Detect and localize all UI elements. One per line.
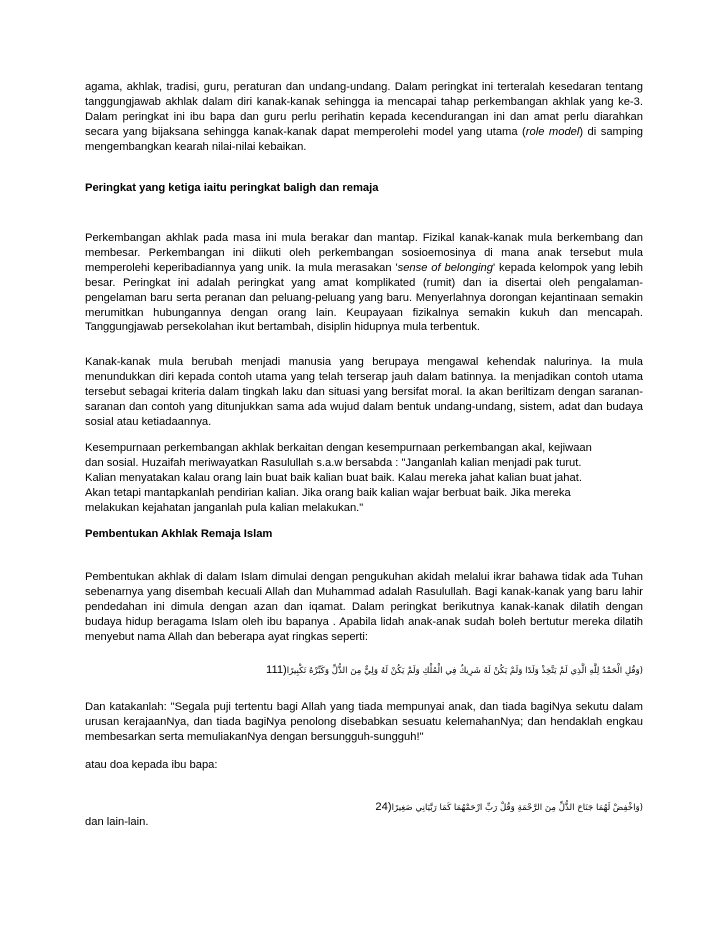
arabic-verse-isra-111 — [85, 663, 643, 679]
paragraph-hadith: Kesempurnaan perkembangan akhlak berkaitan dengan kesempurnaan perkembangan akal, kejiwaan dan sosial. Huzaifah meriwayatkan Rasulullah s.a.w bersabda : "Janganlah kalian menjadi pak turut. Kalian menyatakan kalau orang lain buat baik kalian buat baik. Kalau mereka jahat kalian buat jahat. Akan tetapi mantapkanlah pendirian kalian. Jika orang baik kalian wajar berbuat baik. Jika mereka melakukan kejahatan janganlah pula kalian melakukan." — [85, 442, 592, 514]
italic-term: role model — [525, 125, 580, 138]
closing-text: dan lain-lain. — [85, 816, 149, 828]
section-heading-pembentukan: Pembentukan Akhlak Remaja Islam — [85, 528, 273, 540]
verse-reference: 111) — [266, 664, 287, 676]
section-heading-baligh: Peringkat yang ketiga iaitu peringkat baligh dan remaja — [85, 182, 379, 194]
paragraph-intro: agama, akhlak, tradisi, guru, peraturan dan undang-undang. Dalam peringkat ini terteralah kesedaran tentang tanggungjawab akhlak dalam diri kanak-kanak sehingga ia mencapai tahap perkembangan akhlak yang ke-3. Dalam peringkat ini ibu bapa dan guru perlu perihatin kepada kecendurangan ini dan amat perlu diarahkan secara yang bijaksana sehingga kanak-kanak dapat memperolehi model yang utama (role model) di samping mengembangkan kearah nilai-nilai kebaikan. — [85, 81, 644, 153]
paragraph-doa-intro: atau doa kepada ibu bapa: — [85, 759, 218, 771]
verse-reference: 24) — [375, 801, 392, 813]
paragraph-translation: Dan katakanlah: "Segala puji tertentu bagi Allah yang tiada mempunyai anak, dan tiada bagiNya sekutu dalam urusan kerajaanNya, dan tiada bagiNya penolong disebabkan sesuatu kelemahanNya; dan hendaklah engkau membesarkan serta memuliakanNya dengan bersungguh-sungguh!" — [85, 701, 643, 743]
verse-text: (وَاخْفِضْ لَهُمَا جَنَاحَ الذُّلِّ مِنَ الرَّحْمَةِ وَقُلْ رَبِّ ارْحَمْهُمَا كَمَا رَبَّيَانِي صَغِيرًا — [391, 803, 643, 813]
italic-term: sense of belonging — [397, 261, 493, 274]
verse-text: (وَقُلِ الْحَمْدُ لِلَّهِ الَّذِي لَمْ يَتَّخِذْ وَلَدًا وَلَمْ يَكُنْ لَهُ شَرِيكٌ فِي الْمُلْكِ وَلَمْ يَكُنْ لَهُ وَلِيٌّ مِنَ الذُّلِّ وَكَبِّرْهُ تَكْبِيرًا — [286, 666, 643, 676]
arabic-verse-isra-24 — [85, 800, 643, 816]
paragraph-pembentukan: Pembentukan akhlak di dalam Islam dimulai dengan pengukuhan akidah melalui ikrar bahawa tidak ada Tuhan sebenarnya yang disembah kecuali Allah dan Muhammad adalah Rasulullah. Bagi kanak-kanak yang baru lahir pendedahan ini dimula dengan azan dan iqamat. Dalam peringkat berikutnya kanak-kanak dilatih dengan budaya hidup beragama Islam oleh ibu bapanya . Apabila lidah anak-anak sudah boleh bertutur mereka dilatih menyebut nama Allah dan beberapa ayat ringkas seperti: — [85, 571, 643, 643]
paragraph-development: Perkembangan akhlak pada masa ini mula berakar dan mantap. Fizikal kanak-kanak mula berkembang dan membesar. Perkembangan ini diikuti oleh perkembangan sosioemosinya di mana anak tersebut mula memperolehi keperibadiannya yang unik. Ia mula merasakan 'sense of belonging' kepada kelompok yang lebih besar. Peringkat ini adalah peringkat yang amat komplikated (rumit) dan ia disertai oleh pengalaman-pengelaman baru serta peranan dan peluang-peluang yang baru. Menyerlahnya dorongan kejantinaan semakin merumitkan hubungannya dengan orang lain. Keupayaan fizikalnya semakin kukuh dan mencapah. Tanggungjawab persekolahan ikut bertambah, disiplin hidupnya mula terbentuk. — [85, 232, 643, 334]
paragraph-moral-behaviour: Kanak-kanak mula berubah menjadi manusia yang berupaya mengawal kehendak nalurinya. Ia mula menundukkan diri kepada contoh utama yang telah terserap jauh dalam batinnya. Ia menjadikan contoh utama tersebut sebagai kriteria dalam tingkah laku dan situasi yang bersifat moral. Ia akan beriltizam dengan saranan-saranan dan contoh yang ditunjukkan sama ada wujud dalam bentuk undang-undang, sistem, adat dan budaya sosial atau ketiadaannya. — [85, 356, 643, 428]
